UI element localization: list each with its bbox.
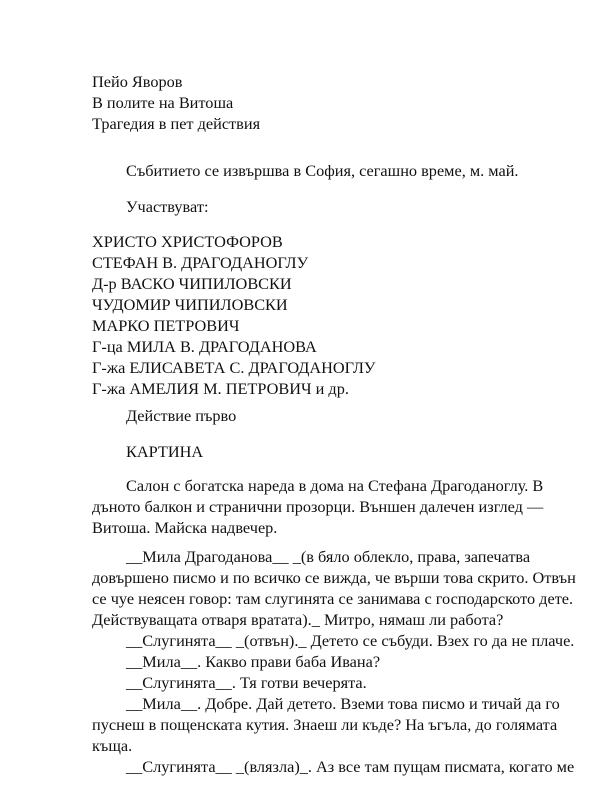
author-name: Пейо Яворов <box>92 72 183 91</box>
dialogue <box>92 546 576 777</box>
participant: МАРКО ПЕТРОВИЧ <box>92 316 240 335</box>
dialogue-line: Действуващата отваря вратата)._ Митро, нямаш ли работа? <box>92 610 504 629</box>
dialogue-line: __Мила__. Какво прави баба Ивана? <box>126 652 381 671</box>
participant: Г-жа ЕЛИСАВЕТА С. ДРАГОДАНОГЛУ <box>92 358 376 377</box>
participant: Г-жа АМЕЛИЯ М. ПЕТРОВИЧ и др. <box>92 379 349 398</box>
act-heading: Действие първо <box>126 406 237 425</box>
participants-list <box>92 231 552 399</box>
dialogue-line: се чуе неясен говор: там слугинята се занимава с господарското дете. <box>92 589 574 608</box>
title-block <box>92 71 552 134</box>
participant: Г-ца МИЛА В. ДРАГОДАНОВА <box>92 337 317 356</box>
setting-line: Събитието се извършва в София, сегашно време, м. май. <box>126 161 519 180</box>
dialogue-line: __Мила__. Добре. Дай детето. Вземи това писмо и тичай да го <box>126 694 560 713</box>
dialogue-line: __Слугинята__. Тя готви вечерята. <box>126 673 367 692</box>
dialogue-line: довършено писмо и по всичко се вижда, че върши това скрито. Отвън <box>92 568 576 587</box>
play-title: В полите на Витоша <box>92 93 234 112</box>
participant: ЧУДОМИР ЧИПИЛОВСКИ <box>92 295 288 314</box>
dialogue-line: __Мила Драгоданова__ _(в бяло облекло, права, запечатва <box>126 547 531 566</box>
dialogue-line: пуснеш в пощенската кутия. Знаеш ли къде? На ъгъла, до голямата <box>92 715 558 734</box>
participants-heading: Участвуват: <box>126 197 209 216</box>
participant: Д-р ВАСКО ЧИПИЛОВСКИ <box>92 274 292 293</box>
dialogue-line: __Слугинята__ _(отвън)._ Детето се събуди. Взех го да не плаче. <box>126 631 575 650</box>
dialogue-line: къща. <box>92 736 133 755</box>
play-subtitle: Трагедия в пет действия <box>92 114 261 133</box>
scene-heading: КАРТИНА <box>126 442 204 461</box>
participant: СТЕФАН В. ДРАГОДАНОГЛУ <box>92 253 309 272</box>
stage-direction: Салон с богатска нареда в дома на Стефана Драгоданоглу. В дъното балкон и странични прозорци. Външен далечен изглед — Витоша. Майска надвечер. <box>92 476 544 537</box>
dialogue-line: __Слугинята__ _(влязла)_. Аз все там пущам писмата, когато ме <box>126 757 575 776</box>
participant: ХРИСТО ХРИСТОФОРОВ <box>92 232 283 251</box>
